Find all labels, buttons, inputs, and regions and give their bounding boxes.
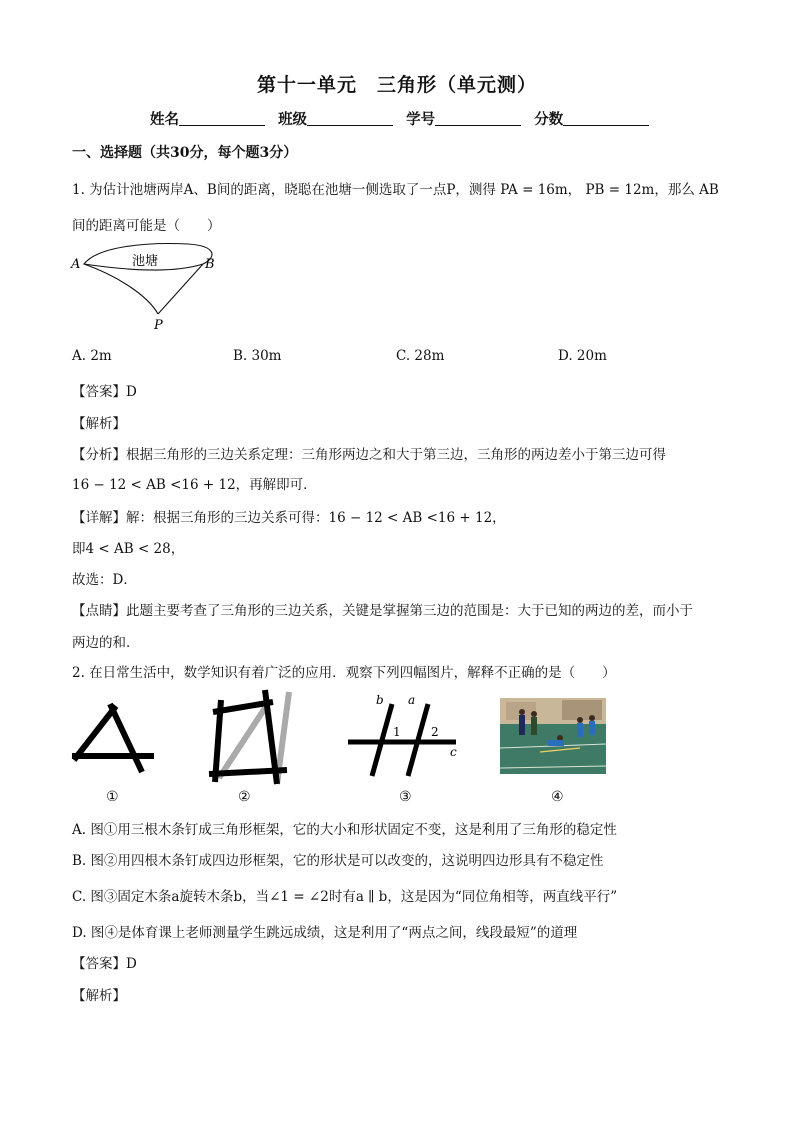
angle-1-label: 1	[393, 725, 401, 739]
q2-option-c: C. 图③固定木条a旋转木条b，当∠1 = ∠2时有a ∥ b，这是因为“同位角相等，两直线平行”	[72, 889, 618, 905]
class-blank[interactable]	[307, 111, 393, 126]
id-blank[interactable]	[435, 111, 521, 126]
class-label: 班级	[278, 111, 308, 128]
score-label: 分数	[534, 111, 564, 128]
name-blank[interactable]	[179, 111, 265, 126]
line-b-label: b	[376, 693, 384, 707]
q2-figure-1-triangle	[70, 700, 160, 780]
point-p-label: P	[154, 318, 163, 333]
q2-figure-2-label: ②	[238, 789, 251, 805]
q1-detail-line1: 【详解】解：根据三角形的三边关系可得：16 − 12 < AB <16 + 12，	[72, 510, 506, 526]
q2-figure-3-label: ③	[399, 789, 412, 805]
q2-analysis-heading: 【解析】	[72, 988, 126, 1004]
q1-option-b: B. 30m	[233, 348, 282, 364]
q1-answer: 【答案】D	[72, 384, 137, 400]
q1-option-d: D. 20m	[558, 348, 607, 364]
q2-stem: 2. 在日常生活中，数学知识有着广泛的应用．观察下列四幅图片，解释不正确的是（ ）	[72, 665, 616, 681]
q2-option-a: A. 图①用三根木条钉成三角形框架，它的大小和形状固定不变，这是利用了三角形的稳定性	[72, 822, 617, 838]
q2-figure-1-label: ①	[106, 789, 119, 805]
point-a-label: A	[71, 257, 81, 272]
q2-figure-4-label: ④	[551, 789, 564, 805]
pond-label: 池塘	[132, 254, 159, 269]
section-heading: 一、选择题（共30分，每个题3分）	[72, 145, 298, 161]
q1-option-c: C. 28m	[396, 348, 445, 364]
q2-figure-2-quadrilateral	[205, 688, 295, 788]
name-label: 姓名	[150, 111, 179, 128]
q1-stem-line1: 1. 为估计池塘两岸A、B间的距离，晓聪在池塘一侧选取了一点P，测得 PA = 16m， PB = 12m，那么 AB	[72, 182, 719, 198]
q1-pond-figure	[68, 236, 228, 336]
q2-figure-3-parallel-lines	[344, 690, 464, 780]
line-a-label: a	[408, 693, 416, 707]
line-c-label: c	[450, 745, 457, 759]
q1-fenxi-line1: 【分析】根据三角形的三边关系定理：三角形两边之和大于第三边，三角形的两边差小于第三边可得	[72, 447, 666, 463]
q1-analysis-heading: 【解析】	[72, 416, 126, 432]
q1-stem-line2: 间的距离可能是（ ）	[72, 218, 221, 234]
q1-dianjing-line2: 两边的和．	[72, 635, 140, 651]
q2-option-d: D. 图④是体育课上老师测量学生跳远成绩，这是利用了“两点之间，线段最短”的道理	[72, 925, 578, 941]
q1-detail-line2: 即4 < AB < 28，	[72, 541, 185, 557]
q1-dianjing-line1: 【点睛】此题主要考查了三角形的三边关系，关键是掌握第三边的范围是：大于已知的两边的差，而小于	[72, 603, 693, 619]
point-b-label: B	[205, 257, 215, 272]
student-info-line	[150, 108, 657, 129]
score-blank[interactable]	[563, 111, 649, 126]
page-title: 第十一单元 三角形（单元测）	[256, 74, 537, 96]
q1-option-a: A. 2m	[72, 348, 112, 364]
q1-detail-line3: 故选：D．	[72, 572, 137, 588]
angle-2-label: 2	[431, 725, 439, 739]
q1-fenxi-line2: 16 − 12 < AB <16 + 12，再解即可．	[72, 477, 317, 493]
q2-answer: 【答案】D	[72, 956, 137, 972]
q2-option-b: B. 图②用四根木条钉成四边形框架，它的形状是可以改变的，这说明四边形具有不稳定性	[72, 853, 604, 869]
q2-figure-4-photo	[500, 698, 606, 774]
id-label: 学号	[406, 111, 436, 128]
